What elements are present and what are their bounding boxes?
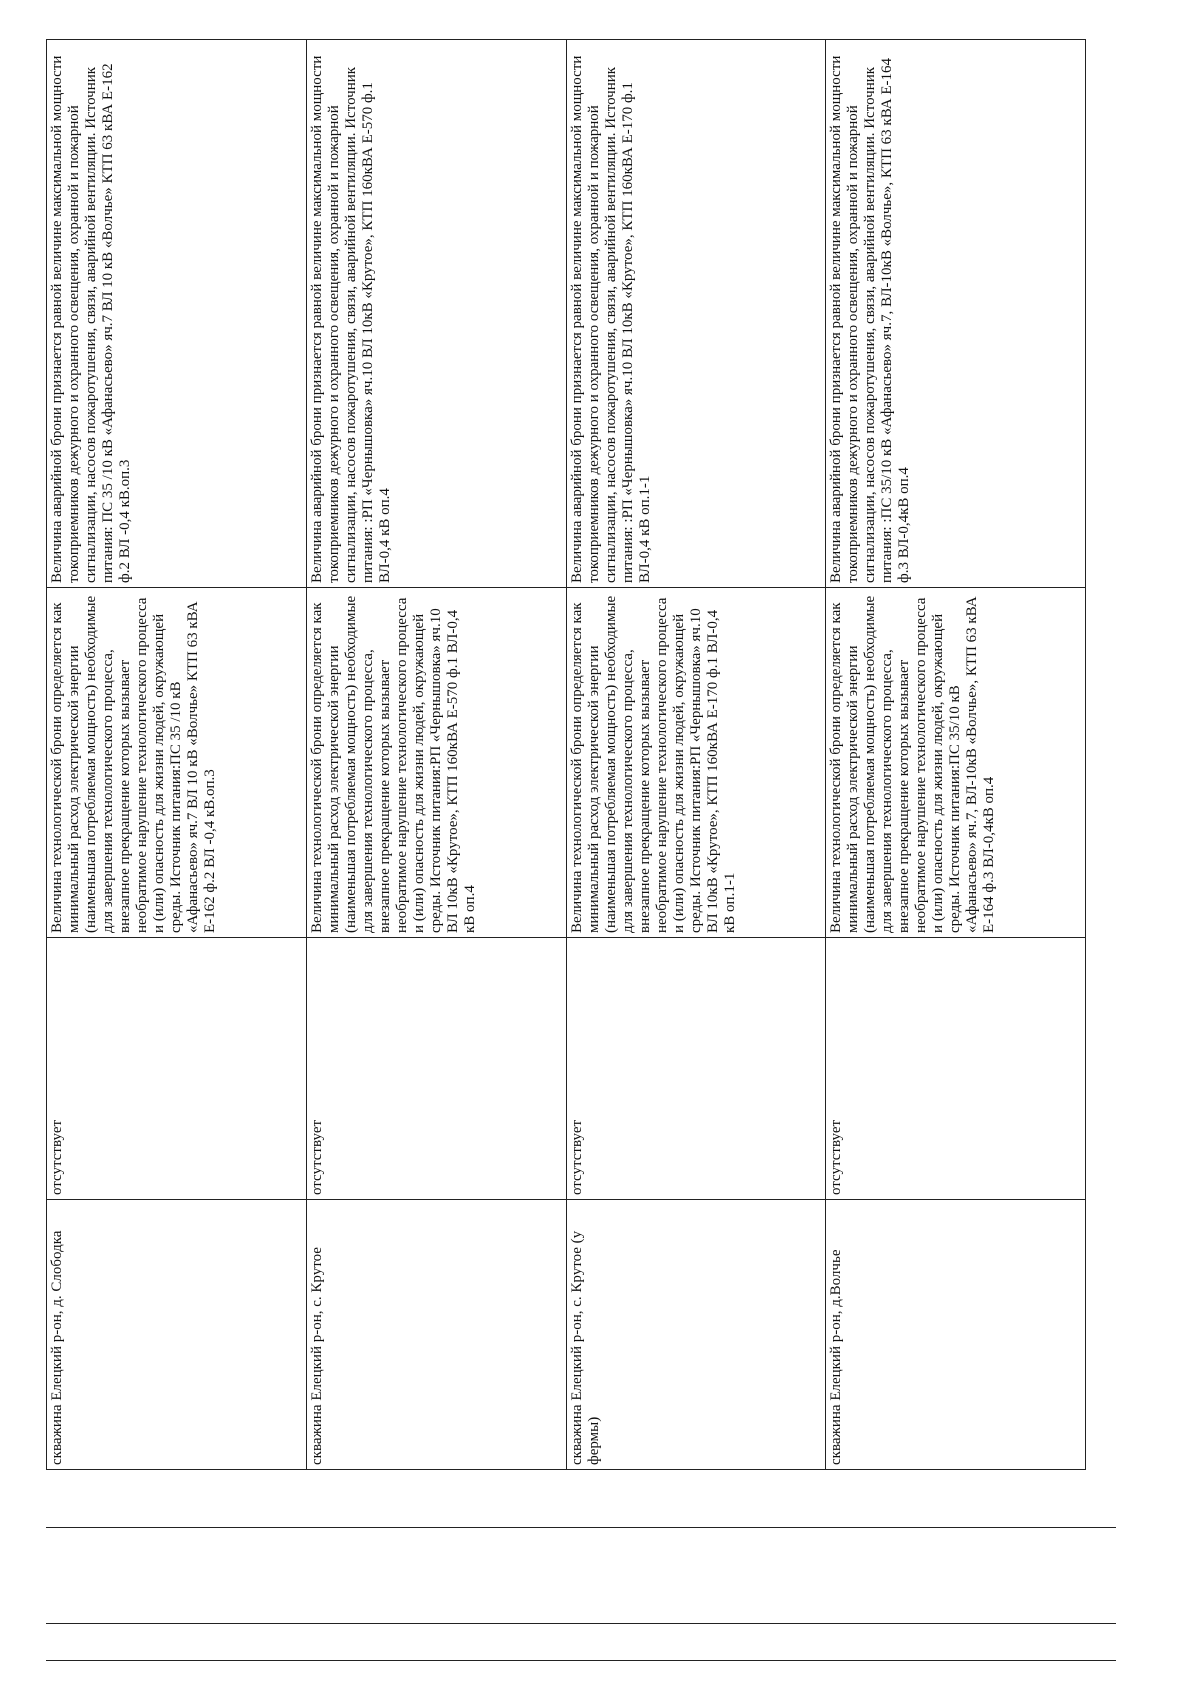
divider-line [46, 1660, 1116, 1661]
divider-line [46, 1623, 1116, 1624]
technological-reserve-cell: Величина технологической брони определяется как минимальный расход электрической энергии (наименьшая потребляемая мощность) необходимые для завершения технологического процесса, внезапное прекращение которых вызывает необратимое нарушение технологического процесса и (или) опасность для жизни людей, окружающей среды. Источник питания:РП «Чернышовка» яч.10 ВЛ 10кВ «Крутое», КТП 160кВА Е-170 ф.1 ВЛ-0,4 кВ оп.1-1 [566, 588, 826, 938]
table-row [47, 40, 307, 1470]
table-row [566, 40, 826, 1470]
technological-reserve-cell: Величина технологической брони определяется как минимальный расход электрической энергии (наименьшая потребляемая мощность) необходимые для завершения технологического процесса, внезапное прекращение которых вызывает необратимое нарушение технологического процесса и (или) опасность для жизни людей, окружающей среды. Источник питания:ПС 35 /10 кВ «Афанасьево» яч.7 ВЛ 10 кВ «Волчье» КТП 63 кВА Е-162 ф.2 ВЛ -0,4 кВ.оп.3 [47, 588, 307, 938]
object-name-cell: скважина Елецкий р-он, с. Крутое (у фермы) [566, 1200, 826, 1470]
status-cell: отсутствует [47, 938, 307, 1200]
status-cell: отсутствует [566, 938, 826, 1200]
technological-reserve-cell: Величина технологической брони определяется как минимальный расход электрической энергии (наименьшая потребляемая мощность) необходимые для завершения технологического процесса, внезапное прекращение которых вызывает необратимое нарушение технологического процесса и (или) опасность для жизни людей, окружающей среды. Источник питания:РП «Чернышовка» яч.10 ВЛ 10кВ «Крутое», КТП 160кВА Е-570 ф.1 ВЛ-0,4 кВ оп.4 [306, 588, 566, 938]
table-row [306, 40, 566, 1470]
table-row [826, 40, 1086, 1470]
emergency-reserve-cell: Величина аварийной брони признается равной величине максимальной мощности токоприемников дежурного и охранного освещения, охранной и пожарной сигнализации, насосов пожаротушения, связи, аварийной вентиляции. Источник питания: :ПС 35/10 кВ «Афанасьево» яч.7, ВЛ-10кВ «Волчье», КТП 63 кВА Е-164 ф.3 ВЛ-0,4кВ оп.4 [826, 40, 1086, 588]
technological-reserve-cell: Величина технологической брони определяется как минимальный расход электрической энергии (наименьшая потребляемая мощность) необходимые для завершения технологического процесса, внезапное прекращение которых вызывает необратимое нарушение технологического процесса и (или) опасность для жизни людей, окружающей среды. Источник питания:ПС 35/10 кВ «Афанасьево» яч.7, ВЛ-10кВ «Волчье», КТП 63 кВА Е-164 ф.3 ВЛ-0,4кВ оп.4 [826, 588, 1086, 938]
power-reserve-table [46, 39, 1086, 1470]
divider-line [46, 1527, 1116, 1528]
emergency-reserve-cell: Величина аварийной брони признается равной величине максимальной мощности токоприемников дежурного и охранного освещения, охранной и пожарной сигнализации, насосов пожаротушения, связи, аварийной вентиляции. Источник питания: ПС 35 /10 кВ «Афанасьево» яч.7 ВЛ 10 кВ «Волчье» КТП 63 кВА Е-162 ф.2 ВЛ -0,4 кВ.оп.3 [47, 40, 307, 588]
object-name-cell: скважина Елецкий р-он, д.Волчье [826, 1200, 1086, 1470]
object-name-cell: скважина Елецкий р-он, с. Крутое [306, 1200, 566, 1470]
object-name-cell: скважина Елецкий р-он, д. Слободка [47, 1200, 307, 1470]
status-cell: отсутствует [826, 938, 1086, 1200]
rotated-table-container [46, 40, 1086, 1470]
status-cell: отсутствует [306, 938, 566, 1200]
emergency-reserve-cell: Величина аварийной брони признается равной величине максимальной мощности токоприемников дежурного и охранного освещения, охранной и пожарной сигнализации, насосов пожаротушения, связи, аварийной вентиляции. Источник питания: :РП «Чернышовка» яч.10 ВЛ 10кВ «Крутое», КТП 160кВА Е-570 ф.1 ВЛ-0,4 кВ оп.4 [306, 40, 566, 588]
emergency-reserve-cell: Величина аварийной брони признается равной величине максимальной мощности токоприемников дежурного и охранного освещения, охранной и пожарной сигнализации, насосов пожаротушения, связи, аварийной вентиляции. Источник питания: :РП «Чернышовка» яч.10 ВЛ 10кВ «Крутое», КТП 160кВА Е-170 ф.1 ВЛ-0,4 кВ оп.1-1 [566, 40, 826, 588]
